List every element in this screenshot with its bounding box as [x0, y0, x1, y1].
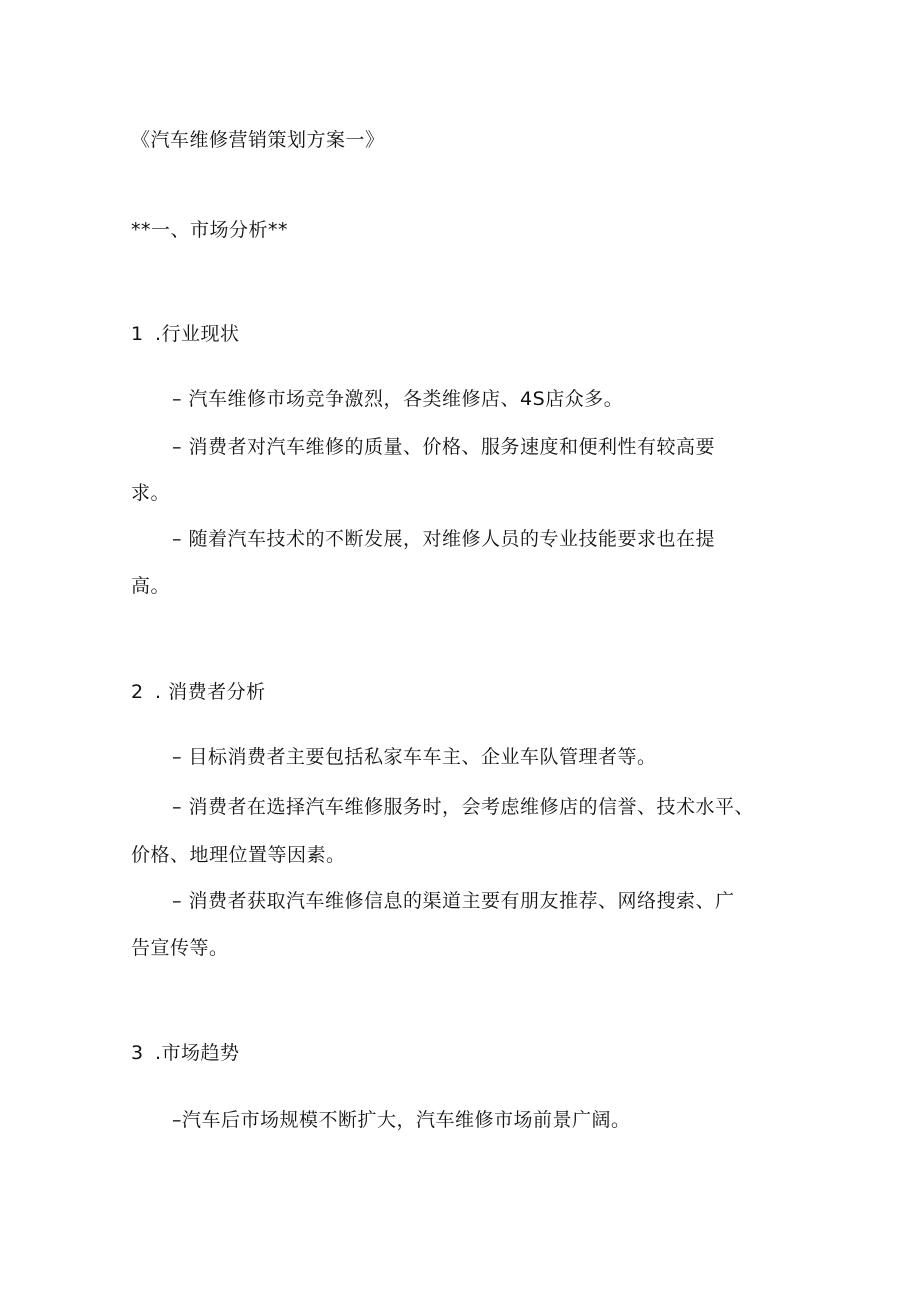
- subsection-label: .行业现状: [155, 323, 240, 345]
- bullet-item-continuation: 告宣传等。: [131, 937, 229, 959]
- subsection-label: .市场趋势: [155, 1042, 240, 1064]
- bullet-item: – 消费者在选择汽车维修服务时，会考虑维修店的信誉、技术水平、: [172, 796, 755, 818]
- bullet-item: – 消费者对汽车维修的质量、价格、服务速度和便利性有较高要: [172, 436, 716, 458]
- bullet-item-continuation: 价格、地理位置等因素。: [131, 844, 346, 866]
- document-title: 《汽车维修营销策划方案一》: [131, 129, 385, 151]
- bullet-item: – 汽车维修市场竞争激烈，各类维修店、4S店众多。: [172, 388, 624, 410]
- subsection-number: 1: [131, 323, 144, 345]
- subsection-number: 2: [131, 681, 144, 703]
- subsection-label: . 消费者分析: [155, 681, 266, 703]
- bullet-item: –汽车后市场规模不断扩大，汽车维修市场前景广阔。: [172, 1109, 631, 1131]
- subsection-heading-2: [131, 680, 266, 704]
- subsection-heading-3: [131, 1041, 240, 1065]
- bullet-item-continuation: 求。: [131, 482, 171, 504]
- bullet-item-continuation: 高。: [131, 575, 171, 597]
- bullet-item: – 消费者获取汽车维修信息的渠道主要有朋友推荐、网络搜索、广: [172, 890, 735, 912]
- section-heading: **一、市场分析**: [131, 219, 289, 241]
- subsection-heading-1: [131, 322, 240, 346]
- bullet-item: – 随着汽车技术的不断发展，对维修人员的专业技能要求也在提: [172, 528, 716, 550]
- subsection-number: 3: [131, 1042, 144, 1064]
- bullet-item: – 目标消费者主要包括私家车车主、企业车队管理者等。: [172, 746, 657, 768]
